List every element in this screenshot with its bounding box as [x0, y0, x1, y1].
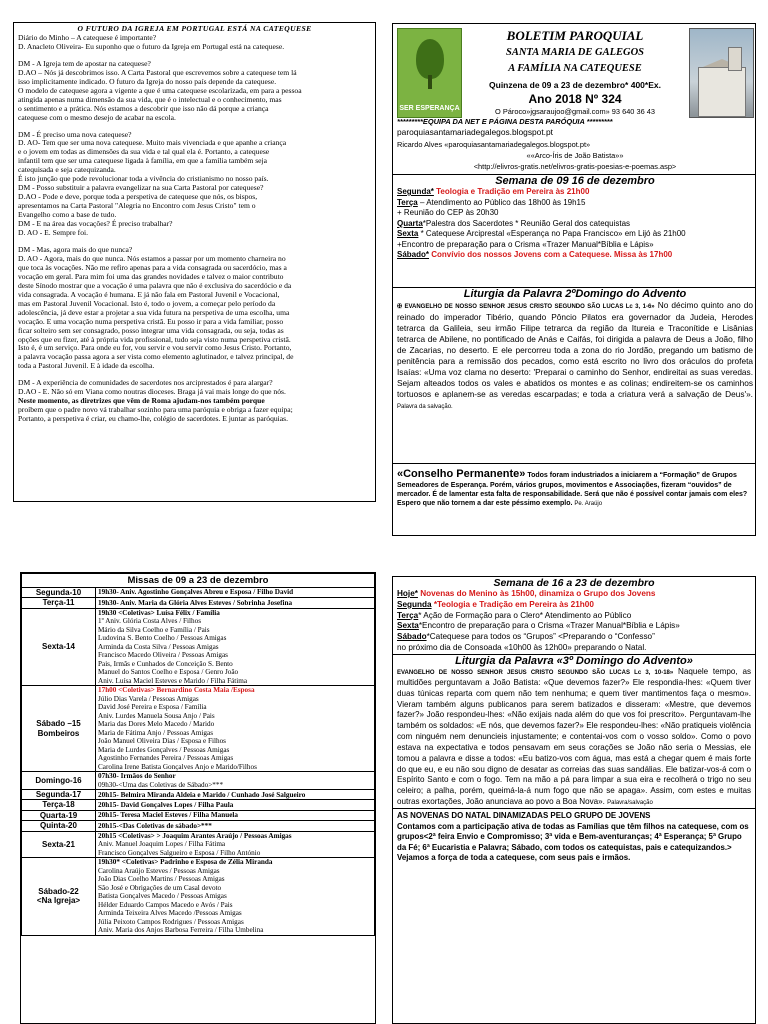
article-line: apresentamos na Carta Pastoral "Alegria no Encontro com Jesus Cristo" tem o [18, 201, 256, 211]
liturgy1-section [393, 287, 756, 412]
missa-intentions [96, 608, 375, 685]
week1-item-text: Convívio dos nossos Jovens com a Catequese. Missa às 17h00 [429, 250, 673, 260]
novenas-title: AS NOVENAS DO NATAL DINAMIZADAS PELO GRUPO DE JOVENS [397, 810, 651, 820]
missa-intention: 1º Aniv. Glória Costa Alves / Filhos [98, 617, 201, 626]
missa-day: Sexta-21 [22, 831, 96, 857]
week2-day-label: Sábado [397, 632, 427, 642]
week2-item-text: *Encontro de preparação para o Crisma «Trazer Manual*Bíblia e Lápis» [418, 621, 680, 631]
article-line: Evangelho como a base de tudo. [18, 210, 117, 220]
article-line: catequese com o mesmo desejo de acabar na escola. [18, 112, 176, 122]
article-line: vocação em geral. Para mim foi uma das grandes novidades e talvez o maior contributo [18, 271, 284, 281]
blog-link[interactable]: paroquiasantamariadegalegos.blogspot.pt [397, 127, 553, 137]
missa-intention: Maria das Dores Melo Macedo / Marido [98, 720, 215, 729]
missa-row [22, 821, 375, 831]
missa-row [22, 588, 375, 598]
article-line: D. AO - Agora, mais do que nunca. Nós estamos a passar por um momento charneira no [18, 253, 286, 263]
week1-item-text: – Atendimento ao Público das 18h00 às 19h15 [417, 197, 586, 207]
article-line: vocação. E uma vocação numa perspetiva cristã. Eu posso ir para a vida familiar, posso [18, 316, 284, 326]
logo-text: SER ESPERANÇA [399, 105, 460, 113]
missa-intention: João Dias Coelho Martins / Pessoas Amigas [98, 875, 225, 884]
week2-schedule [393, 589, 755, 654]
week1-day-label: Sábado* [397, 250, 430, 260]
missa-intention: 19h30 <Coletivas> Luísa Félix / Família [98, 608, 220, 617]
missa-intention: 20h15 <Coletivas> > Joaquim Arantes Araújo / Pessoas Amigas [98, 831, 292, 840]
novenas-section [393, 809, 755, 866]
week1-day-label: Quarta [397, 218, 423, 228]
missa-intention: João Manuel Oliveira Dias / Esposa e Filhos [98, 737, 226, 746]
missa-intention: 20h15-<Das Coletivas de sábado>*** [98, 821, 212, 830]
quinzena: Quinzena de 09 a 23 de dezembro* 400*Ex. [489, 80, 661, 90]
missa-intention: Aniv. Luísa Maciel Esteves e Marido / Filha Fátima [98, 676, 248, 685]
week1-day-label: Sexta [397, 229, 419, 239]
week1-section [393, 174, 756, 261]
article-line: DM - A Igreja tem de apostar na catequese? [18, 58, 151, 68]
missa-intention: Júlia Peixoto Campos Rodrigues / Pessoas Amigas [98, 917, 244, 926]
missa-intentions [96, 821, 375, 831]
church-photo [689, 28, 754, 118]
missa-intention: Arminda Teixeira Alves Macedo /Pessoas Amigas [98, 909, 242, 918]
missa-day: Quinta-20 [22, 821, 96, 831]
liturgy2-section [393, 655, 755, 809]
missa-intention: Aniv. Lurdes Manuela Sousa Anjo / Pais [98, 711, 215, 720]
missa-intention: 20h15- Belmira Miranda Aldeia e Marido / Cunhado José Salgueiro [98, 790, 306, 799]
week2-item-text: *Catequese para todos os “Grupos” <Preparando o “Confesso” [426, 632, 655, 642]
liturgy1-text: No décimo quinto ano do reinado do imperador Tibério, quando Pôncio Pilatos era governador da Judeia, Herodes tetrarca da Galileia, seu irmão Filipe tetrarca da região da Itureia e Traconítide e Lisânias tetrarca de Abilene, no pontificado de Anás e Caifás, foi dirigida a palavra de Deus a João, filho de Zacarias, no deserto. E ele percorreu toda a zona do rio Jordão, pregando um batismo de penitência para a remissão dos pecados, como está escrito no livro dos oráculos do profeta Isaías: «Uma voz clama no deserto: 'Preparai o caminho do Senhor, endireitai as suas veredas. Sejam alteados todos os vales e abatidos os montes e as colinas; endireitem-se os caminhos tortuosos e aplanem-se as veredas escarpadas; e toda a criatura verá a salvação de Deus'». [397, 300, 753, 400]
week2-day-label: Terça [397, 610, 419, 620]
article-line: Neste momento, as diretrizes que vêm de Roma ajudam-nos também porque [18, 396, 265, 406]
missa-intention: Pais, Irmãs e Cunhados de Conceição S. Bento [98, 659, 233, 668]
liturgy2-end: Palavra/salvação [607, 800, 653, 807]
week1-item [397, 208, 753, 219]
missa-intention: 20h15- Teresa Maciel Esteves / Filha Manuela [98, 811, 239, 820]
missa-intention: Hélder Eduardo Campos Macedo e Avós / Pais [98, 900, 233, 909]
week1-schedule [393, 187, 756, 261]
article-line: adolescência, já deve estar a projetar a sua vida futura na perspetiva de uma escolha, uma [18, 307, 290, 317]
article-line: DM - Mas, agora mais do que nunca? [18, 244, 133, 254]
week1-item [397, 187, 753, 198]
week1-item [397, 240, 753, 251]
missa-intentions [96, 598, 375, 608]
week2-day-label: Segunda [397, 599, 432, 609]
article-line: e o jovem em todas as dimensões da sua vida e tal qual ela é. Portanto, a catequese [18, 147, 270, 157]
article-line: D. Anacleto Oliveira- Eu suponho que o futuro da Igreja em Portugal está na catequese. [18, 41, 285, 51]
missa-row [22, 686, 375, 772]
article-line: D. AO - E. Sempre foi. [18, 228, 89, 238]
article-line: o sentimento e a prática. Nós estamos a descobrir que isso não dá porque a criança [18, 103, 269, 113]
article-line: toda a Pastoral Juvenil. E à idade da escolha. [18, 361, 155, 371]
missa-intention: Manuel do Santos Coelho e Esposa / Genro João [98, 668, 239, 677]
week1-day-label: Segunda* [397, 187, 434, 196]
article-line: Portanto, a perspetiva é criar, eu chamo-lhe, colégio de sacerdotes. E juntar as paróquias. [18, 414, 289, 424]
week2-item [397, 632, 751, 643]
missa-row [22, 790, 375, 800]
missa-intention: Aniv. Manuel Joaquim Lopes / Filha Fátima [98, 840, 226, 849]
novenas-text: Contamos com a participação ativa de todas as Famílias que têm filhos na catequese, com os grupos<2ª feira Envio e Compromisso; 3ª vida e Bem-aventuranças; 4ª Esperança; 5ª Grupo da Fé; 6ª Eucaristia e Palavra; Sábado, com todos os catequistas, pais e catequizandos.> Vejamos a força de toda a catequese, com seus pais e irmãos. [397, 821, 749, 863]
week2-item-text: Novenas do Menino às 15h00, dinamiza o Grupo dos Jovens [417, 589, 656, 598]
week2-item [397, 589, 751, 600]
article-title: O FUTURO DA IGREJA EM PORTUGAL ESTÁ NA CATEQUESE [77, 24, 312, 33]
liturgy2-text: Naquele tempo, as multidões perguntavam a João Batista: «Que devemos fazer?» Ele respondia-lhes: «Quem tiver duas túnicas reparta com quem não tem nenhuma; e quem tiver mantimentos faça o mesmo». Vieram também alguns publicanos para serem batizados e disseram: «Mestre, que devemos fazer?» João respondeu-lhes: «Não exijais nada além do que vos foi prescrito». Perguntavam-lhe também os soldados: «E nós, que devemos fazer?» Ele respondeu-lhes: «Não pratiqueis violência com ninguém nem denuncieis injustamente; e contentai-vos com o vosso soldo». Como o povo estava na expectativa e todos pensavam em seus corações se João não seria o Messias, ele tomou a palavra e disse a todos: «Eu batizo-vos com água, mas está a chegar quem é mais forte do que eu, e eu não sou digno de desatar as correias das suas sandálias. Ele batizar-vos-á com o Espírito Santo e com o fogo. Tem na mão a pá para limpar a sua eira e recolherá o trigo no seu celeiro; a palha, porém, queimá-la-á num fogo que não se apaga». Assim, com estes e muitas outras exortações, João anunciava ao povo a Boa Nova». [397, 666, 751, 807]
week2-title: Semana de 16 a 23 de dezembro [493, 577, 655, 589]
week1-title: Semana de 09 16 de dezembro [495, 175, 655, 187]
week2-day-label: Sexta [397, 621, 419, 631]
liturgy1-end: Palavra da salvação. [397, 404, 453, 411]
interview-article [13, 22, 376, 502]
article-line: que toca às vocações. Não me refiro apenas para a vida consagrada ou sacerdócio, mas a [18, 262, 287, 272]
liturgy1-gospel-ref: ✠ EVANGELHO DE NOSSO SENHOR JESUS CRISTO SEGUNDO SÃO LUCAS Lc 3, 1-6» [397, 304, 655, 310]
arco-iris-line: ««Arco-Íris de João Batista»» [526, 151, 624, 160]
week2-item [397, 643, 751, 654]
week2-day-label: Hoje* [397, 589, 418, 598]
missa-intention: 19h30- Aniv. Agostinho Gonçalves Abreu e Esposa / Filho David [98, 588, 294, 597]
net-team-line: *********EQUIPA DA NET E PÁGINA DESTA PARÓQUIA ********* [397, 117, 613, 126]
missa-intention: 09h30-<Uma das Coletivas de Sábado>*** [98, 780, 224, 789]
missa-day: Sexta-14 [22, 608, 96, 685]
missa-intention: Carolina Irene Batista Gonçalves Anjo e Marido/Filhos [98, 762, 257, 771]
bulletin-subtitle: A FAMÍLIA NA CATEQUESE [508, 63, 642, 74]
week1-item [397, 219, 753, 230]
missa-intention: Batista Gonçalves Macedo / Pessoas Amigas [98, 892, 227, 901]
missa-intention: Júlio Dias Varela / Pessoas Amigas [98, 694, 199, 703]
week1-item-text: +Encontro de preparação para o Crisma «Trazer Manual*Bíblia e Lápis» [397, 239, 654, 249]
article-line: opções que eu fizer, até à própria vida profissional, tudo seja visto numa perspetiva cristã. [18, 334, 291, 344]
week1-item-text: *Palestra dos Sacerdotes * Reunião Geral dos catequistas [422, 218, 631, 228]
article-line: DM - E na área das vocações? É preciso trabalhar? [18, 219, 173, 229]
article-line: O modelo de catequese agora a vigente a que é uma catequese escolarizada, em para a pessoa [18, 85, 302, 95]
missa-intention: Maria de Lurdes Gonçalves / Pessoas Amigas [98, 745, 230, 754]
missa-day: Terça-18 [22, 800, 96, 810]
week2-item [397, 600, 751, 611]
article-line: D.AO – Nós já descobrimos isso. A Carta Pastoral que escrevemos sobre a catequese tem lá [18, 67, 297, 77]
article-line: Isto é, é um serviço. Para onde eu for, vou servir e vou servir como Jesus Cristo. Portanto, [18, 343, 292, 353]
article-line: infantil tem que ser uma catequese ligada à família, em que a família também seja [18, 156, 268, 166]
missa-row [22, 772, 375, 790]
article-line: atingida apenas numa dimensão da sua vida, que é o intelectual e o conhecimento, mas [18, 94, 282, 104]
liturgy2-title: Liturgia da Palavra «3º Domingo do Advento» [455, 654, 693, 667]
missa-intentions [96, 588, 375, 598]
missa-day: Segunda-10 [22, 588, 96, 598]
article-line: vida consagrada. A vocação é humana. E já não fala em Pastoral Juvenil e Vocacional, [18, 289, 280, 299]
week1-item-text: * Catequese Arciprestal «Esperança no Papa Francisco» em Lijó às 21h00 [418, 229, 686, 239]
missa-intention: Maria de Fátima Anjo / Pessoas Amigas [98, 728, 213, 737]
missa-day: Segunda-17 [22, 790, 96, 800]
conselho-text: Todos foram industriados a iniciarem a “Formação” de Grupos Semeadores de Esperança. Porém, vários grupos, movimentos e Associações, fizeram “ouvidos” de mercador. É de lamentar esta falta de responsabilidade. Será que não é possível contar jamais com eles? Espero que não tornem a dar este péssimo exemplo. [397, 472, 748, 508]
missa-intentions [96, 772, 375, 790]
missa-intention: Ludovina S. Bento Coelho / Pessoas Amigas [98, 634, 227, 643]
missa-row [22, 800, 375, 810]
bulletin-title: BOLETIM PAROQUIAL [506, 28, 644, 43]
missa-intention: 07h30- Irmãos do Senhor [98, 772, 176, 781]
week1-item [397, 198, 753, 209]
article-line: deste Sínodo mostrar que a vocação é uma palavra que não é exclusiva do sacerdócio e da [18, 280, 292, 290]
conselho-signature: Pe. Araújo [574, 501, 603, 508]
missa-intention: Agostinho Fernandes Pereira / Pessoas Amigas [98, 754, 234, 763]
week2-item-text: *Teologia e Tradição em Pereira às 21h00 [431, 599, 594, 609]
week1-item-text: + Reunião do CEP às 20h30 [397, 208, 499, 218]
missa-row [22, 858, 375, 935]
ser-esperanca-logo [397, 28, 462, 118]
missa-row [22, 608, 375, 685]
missa-intention: 19h30- Aniv. Maria da Glória Alves Esteves / Sobrinha Josefina [98, 598, 293, 607]
week1-item [397, 250, 753, 261]
missa-intention: Arminda da Costa Silva / Pessoas Amigas [98, 642, 219, 651]
week1-day-label: Terça [397, 197, 418, 207]
missa-intentions [96, 810, 375, 820]
article-line: D.AO - Pode e deve, porque toda a perspetiva de catequese que nós, os bispos, [18, 192, 258, 202]
parish-priest-contact: O Pároco»jgsaraujoo@gmail.com» 93 640 36 43 [495, 107, 655, 116]
missa-intention: Carolina Araújo Esteves / Pessoas Amigas [98, 866, 220, 875]
missa-intention: 20h15- David Gonçalves Lopes / Filha Paula [98, 800, 234, 809]
missa-day: Terça-11 [22, 598, 96, 608]
week1-item-text: Teologia e Tradição em Pereira às 21h00 [433, 187, 590, 196]
missa-intentions [96, 858, 375, 935]
missa-day: Quarta-19 [22, 810, 96, 820]
conselho-section [393, 463, 756, 509]
year-number: Ano 2018 Nº 324 [528, 92, 622, 106]
missa-intention: 17h00 <Coletivas> Bernardino Costa Maia /Esposa [98, 686, 255, 695]
article-line: isso implicitamente indicado. O futuro da Igreja do nosso país depende da catequese. [18, 76, 277, 86]
week2-item [397, 621, 751, 632]
missa-intentions [96, 831, 375, 857]
missa-day: Sábado-22 <Na Igreja> [22, 858, 96, 935]
missas-title: Missas de 09 a 23 de dezembro [21, 573, 375, 587]
missa-row [22, 810, 375, 820]
missa-intention: Francisco Gonçalves Salgueiro e Esposa / Filho António [98, 848, 261, 857]
missa-day: Domingo-16 [22, 772, 96, 790]
missa-intentions [96, 790, 375, 800]
week1-item [397, 229, 753, 240]
missas-rows [21, 587, 375, 936]
missa-intention: Aniv. Maria dos Anjos Barbosa Ferreira / Filha Umbelina [98, 926, 264, 935]
missa-intention: Mário da Silva Coelho e Família / Pais [98, 625, 210, 634]
missa-day: Sábado –15 Bombeiros [22, 686, 96, 772]
missa-intention: São José e Obrigações de um Casal devoto [98, 883, 222, 892]
article-line: Diário do Minho – A catequese é importante? [18, 32, 157, 42]
missa-intention: Francisco Macedo Oliveira / Pessoas Amigas [98, 651, 228, 660]
missa-intention: 19h30* <Coletivas> Padrinho e Esposa de Zélia Miranda [98, 858, 273, 867]
missa-intention: David José Pereira e Esposa / Família [98, 703, 207, 712]
elivros-link[interactable]: <http://elivros-gratis.net/elivros-gratis-poesias-e-poemas.asp> [473, 162, 677, 171]
week2-item-text: no próximo dia de Consoada «10h00 às 12h00» preparando o Natal. [397, 643, 647, 653]
article-line: proíbem que o padre novo vá trabalhar sozinho para uma paróquia e obriga a fazer equipa; [18, 405, 293, 415]
week2-item-text: * Ação de Formação para o Clero* Atendimento ao Público [418, 610, 632, 620]
parish-name: SANTA MARIA DE GALEGOS [505, 47, 644, 58]
missa-row [22, 831, 375, 857]
missa-intentions [96, 800, 375, 810]
liturgy1-title: Liturgia da Palavra 2ºDomingo do Advento [463, 288, 687, 300]
week2-section [393, 577, 755, 655]
week2-item [397, 611, 751, 622]
missa-intentions [96, 686, 375, 772]
liturgy2-gospel-ref: EVANGELHO DE NOSSO SENHOR JESUS CRISTO SEGUNDO SÃO LUCAS Lc 3, 10-18» [397, 669, 674, 676]
article-line: ficar solteiro sem ser consagrado, posso integrar uma vida consagrada, ou seja, todas as [18, 325, 284, 335]
article-line: a palavra vocação passa agora a ser vista como elemento aglutinador, e talvez principal, de [18, 352, 294, 362]
article-line: D. AO- Tem que ser uma nova catequese. Muito mais vivenciada e que apanhe a criança [18, 138, 287, 148]
article-line: É isto junção que pode revolucionar toda a vivência do cristianismo no nosso país. [18, 174, 269, 184]
missas-table [20, 572, 376, 1024]
article-body [18, 34, 371, 424]
article-line: D.AO - E. Não só em Viana como noutras dioceses. Braga já vai mais longe do que nós. [18, 387, 286, 397]
article-line: DM - A experiência de comunidades de sacerdotes nos arciprestados é para alargar? [18, 378, 273, 388]
article-line: DM - É preciso uma nova catequese? [18, 129, 132, 139]
conselho-title: «Conselho Permanente» [397, 468, 526, 480]
ricardo-line: Ricardo Alves «paroquiasantamariadegalegos.blogspot.pt» [397, 140, 591, 149]
missa-row [22, 598, 375, 608]
bulletin-panel [392, 23, 756, 536]
bulletin-header [393, 24, 756, 196]
article-line: mas em Pastoral Juvenil Vocacional. Isto é, todo o jovem, a começar pelo período da [18, 298, 276, 308]
article-line: catequisada e seja catequizanda. [18, 165, 116, 175]
tree-icon [416, 39, 444, 79]
week2-panel [392, 576, 756, 1024]
article-line: DM - Posso substituir a palavra evangelizar na sua Carta Pastoral por catequese? [18, 183, 264, 193]
